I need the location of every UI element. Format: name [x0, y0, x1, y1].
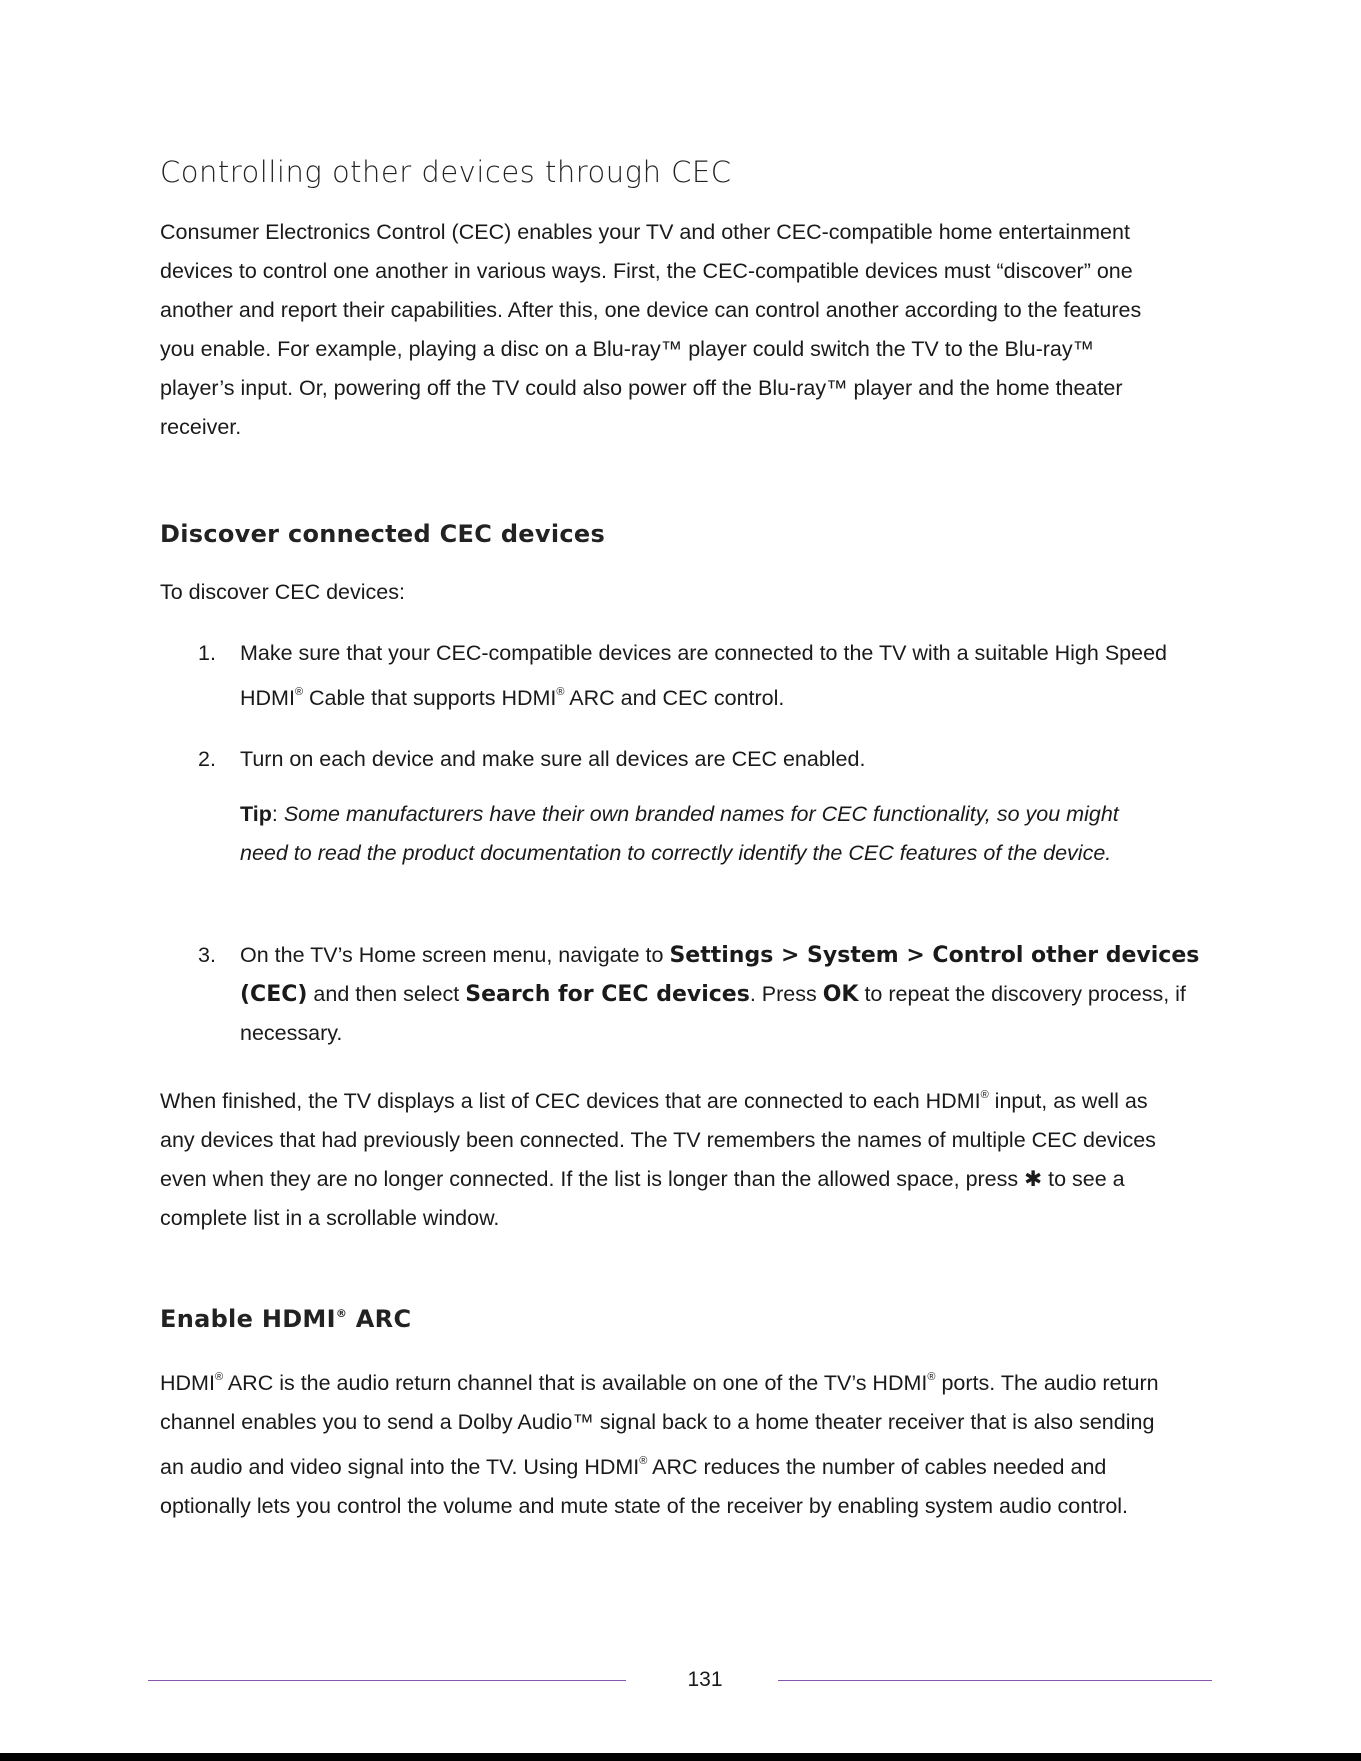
page-number: 131: [687, 1668, 723, 1691]
registered-mark: ®: [639, 1455, 648, 1467]
step-text: Turn on each device and make sure all devices are CEC enabled.: [240, 747, 866, 771]
registered-mark: ®: [335, 1307, 348, 1320]
discover-steps-3: [160, 936, 1220, 1053]
registered-mark: ®: [214, 1371, 224, 1383]
footer-divider-left: [148, 1680, 626, 1681]
star-key-icon: ✱: [1024, 1167, 1043, 1191]
tip-text: Some manufacturers have their own branded names for CEC functionality, so you might need to read the product documentation to correctly identify the CEC features of the device.: [240, 802, 1119, 865]
arc-text: HDMI: [160, 1371, 215, 1395]
tip-note: [240, 795, 1140, 873]
step-text: to repeat the discovery process, if necessary.: [240, 982, 1186, 1045]
result-text: When finished, the TV displays a list of CEC devices that are connected to each HDMI: [160, 1089, 981, 1113]
registered-mark: ®: [980, 1089, 989, 1101]
tip-label: Tip: [240, 802, 272, 826]
tip-colon: :: [271, 802, 284, 826]
step-text: Cable that supports HDMI: [303, 686, 557, 710]
step-item-3: [160, 936, 1220, 1053]
step-number: 1.: [198, 641, 216, 665]
arc-text: ARC is the audio return channel that is available on one of the TV’s HDMI: [223, 1371, 928, 1395]
step-number: 3.: [198, 943, 216, 967]
ok-key: OK: [822, 982, 859, 1007]
discover-result-paragraph: [160, 1076, 1170, 1238]
registered-mark: ®: [927, 1371, 936, 1383]
registered-mark: ®: [556, 686, 565, 698]
arc-paragraph: [160, 1358, 1170, 1526]
result-text: to see a complete list in a scrollable window.: [160, 1167, 1125, 1230]
discover-lead: To discover CEC devices:: [160, 580, 405, 604]
result-text: input, as well as any devices that had previously been connected. The TV remembers the names of multiple CEC devices even when they are no longer connected. If the list is longer than the allowed space, press: [160, 1089, 1156, 1191]
page-bottom-edge: [0, 1753, 1361, 1761]
section-heading-discover: Discover connected CEC devices: [160, 520, 606, 548]
menu-action: Search for CEC devices: [465, 982, 750, 1007]
heading-text: Enable HDMI: [160, 1305, 336, 1333]
menu-path: Settings > System > Control other devices (CEC): [240, 943, 1200, 1007]
section-heading-arc: [160, 1305, 411, 1333]
step-item-1: [160, 634, 1220, 718]
intro-paragraph: Consumer Electronics Control (CEC) enables your TV and other CEC-compatible home entertainment devices to control one another in various ways. First, the CEC-compatible devices must “discover” one another and report their capabilities. After this, one device can control another according to the features you enable. For example, playing a disc on a Blu-ray™ player could switch the TV to the Blu-ray™ player’s input. Or, powering off the TV could also power off the Blu-ray™ player and the home theater receiver.: [160, 220, 1142, 439]
heading-text: ARC: [347, 1305, 412, 1333]
step-text: and then select: [307, 982, 466, 1006]
step-text: On the TV’s Home screen menu, navigate to: [240, 943, 670, 967]
step-item-2: [160, 740, 1220, 779]
discover-steps-1-2: [160, 634, 1220, 779]
footer-divider-right: [778, 1680, 1212, 1681]
step-text: ARC and CEC control.: [564, 686, 785, 710]
arc-text: ARC reduces the number of cables needed and optionally lets you control the volume and mute state of the receiver by enabling system audio control.: [160, 1455, 1129, 1518]
step-text: . Press: [749, 982, 823, 1006]
page-title: Controlling other devices through CEC: [160, 155, 732, 189]
step-number: 2.: [198, 747, 216, 771]
step-text: Make sure that your CEC-compatible devices are connected to the TV with a suitable High Speed HDMI: [240, 641, 1167, 710]
arc-text: ports. The audio return channel enables you to send a Dolby Audio™ signal back to a home theater receiver that is also sending an audio and video signal into the TV. Using HDMI: [160, 1371, 1159, 1479]
registered-mark: ®: [294, 686, 304, 698]
